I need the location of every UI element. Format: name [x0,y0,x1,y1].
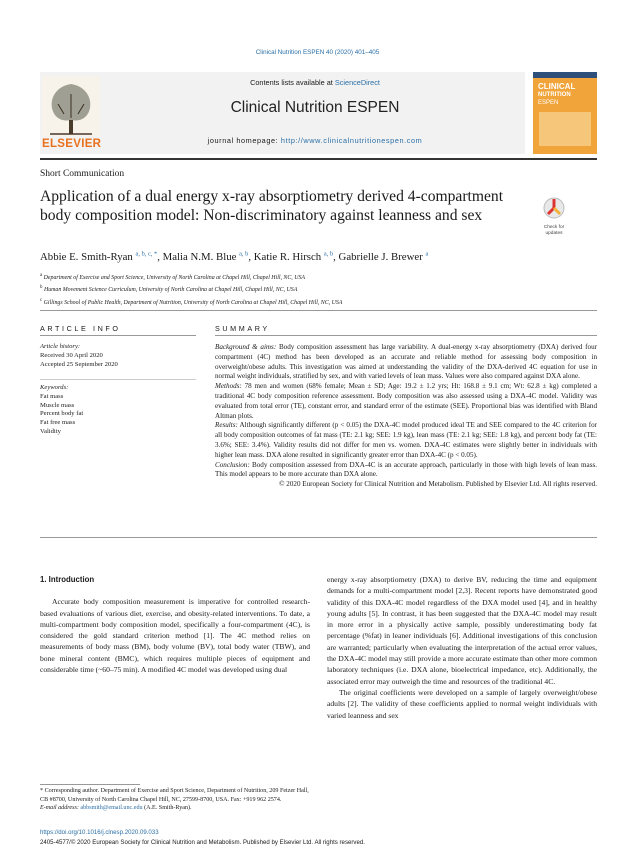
journal-homepage [105,136,525,145]
author[interactable] [339,251,429,263]
affiliation: $^c$ Gillings School of Public Health, Department of Nutrition, University of North Carolina at Chapel Hill, Chapel Hill, NC, USA [40,297,343,306]
check-for-updates-badge[interactable] [534,196,574,234]
cover-stripe [533,72,597,78]
body-column-left [40,574,310,675]
author-affil-ref[interactable]: a, b [323,250,334,257]
journal-cover[interactable] [533,72,597,154]
author-affil-ref[interactable]: a [425,250,429,257]
body-paragraph: Accurate body composition measurement is imperative for controlled research-based evaluations of various diet, exercise, and obesity-related interventions. To date, a multi-compartment body composition model, specifically a four-compartment (4C), is considered the gold standard criterion method [1]. The 4C method relies on measurements of body mass (BM), body volume (BV), total body water (TBW), and bone mineral content (BMC), which requires multiple pieces of equipment and considerable time (~60–75 min). A modified 4C model was developed using dual [40,597,310,675]
article-info-heading: ARTICLE INFO [40,324,121,333]
corresponding-address: * Corresponding author. Department of Exercise and Sport Science, Department of Nutrition, 209 Fetzer Hall, CB #8700, University of North Carolina Chapel Hill, NC, 27599-8700, USA. Fax: +919 962 2574. [40,788,309,803]
article-info-rule [40,335,196,336]
header-rule [40,158,597,160]
section-rule [40,310,597,311]
author-list [40,250,428,263]
footnote-rule [40,784,140,785]
article-history [40,343,196,369]
section-heading-introduction: 1. Introduction [40,575,95,584]
issn-copyright: 2405-4577/© 2020 European Society for Clinical Nutrition and Metabolism. Published by Elsevier Ltd. All rights reserved. [40,839,365,846]
affiliation: $^a$ Department of Exercise and Sport Science, University of North Carolina at Chapel Hill, Chapel Hill, NC, USA [40,273,306,281]
author-affil-ref[interactable]: a, b [239,250,249,257]
article-type: Short Communication [40,169,125,179]
sciencedirect-link[interactable]: ScienceDirect [334,78,380,87]
cover-title-3: ESPEN [538,100,559,106]
author-name: Gabrielle J. Brewer [338,250,423,263]
keyword[interactable]: Percent body fat [40,410,84,418]
keyword[interactable]: Muscle mass [40,401,75,409]
history-label: Article history: [40,343,81,350]
keyword[interactable]: Fat free mass [40,419,76,427]
abstract [215,343,597,490]
doi [40,829,159,836]
abstract-methods: Methods: 78 men and women (68% female; Mean ± SD; Age: 19.2 ± 1.2 yrs; Ht: 168.8 ± 9.1 cm; Wt: 62.8 ± kg) completed a traditional 4C body composition reference assessment. Body composition was also assessed using a DXA-4C model. Validity was evaluated from total error (TE), constant error, and standard error of the estimate (SEE). Proportional bias was identified with Bland Altman plots. [215,382,597,420]
body-paragraph: The original coefficients were developed on a sample of largely overweight/obese adults [2]. The validity of these coefficients applied to normal weight individuals with varied leanness and sex [327,687,597,720]
body-column-right [327,574,597,721]
body-paragraph: energy x-ray absorptiometry (DXA) to derive BV, reducing the time and equipment demands for a multi-compartment model [2,3]. Recent reports have demonstrated good validity of this DXA-4C model regardless of the DXA model used [4], and in healthy young adults [5]. In contrast, it has been suggested that the DXA-4C model may result in more error in a physically active sample, possibly underestimating body fat percentage (%fat) in leaner individuals [6]. Additional investigations of this conclusion are warranted; particularly when evaluating the interpretation of the actual error values, the DXA-4C model may still provide a more accurate estimate than other more common laboratory techniques (i.e. DXA alone, bioelectrical impedance, etc). Additionally, the associated error may outweigh the time and resources of the traditional 4C. [327,575,597,686]
abstract-bottom-rule [40,537,597,538]
doi-link[interactable]: https://doi.org/10.1016/j.clnesp.2020.09.033 [40,829,159,836]
author[interactable]: Katie R. Hirsch $^{a, b}$, [253,250,339,263]
affiliation: $^b$ Human Movement Science Curriculum, University of North Carolina at Chapel Hill, Chapel Hill, NC, USA [40,285,298,294]
author-name: Katie R. Hirsch [253,250,322,263]
contents-prefix: Contents lists available at [250,78,333,87]
homepage-prefix: journal homepage: [207,136,279,145]
email-link[interactable]: abbsmith@email.unc.edu [80,805,143,812]
keyword[interactable]: Validity [40,427,61,435]
cover-title-1: CLINICAL [538,82,576,91]
contents-line [105,78,525,87]
elsevier-tree-logo [40,74,102,148]
keywords [40,384,196,437]
author[interactable]: Malia N.M. Blue $^{a, b}$, [162,250,254,263]
abstract-background: Background & aims: Body composition assessment has large variability. A dual-energy x-ray absorptiometry (DXA) derived four compartment (4C) method has been developed as an accurate and reliable method for assessing body composition in overweight/obese adults. This investigation was aimed at understanding the validity of the DXA-derived 4C equation for use in normal weight individuals, stratified by sex, and with varied levels of lean mass. Values were also compared against DXA alone. [215,343,597,381]
crossmark-line2: updates [545,231,563,236]
homepage-link[interactable]: http://www.clinicalnutritionespen.com [280,136,423,145]
author-name: Abbie E. Smith-Ryan [40,250,133,263]
article-title: Application of a dual energy x-ray absorptiometry derived 4-compartment body composition model: Non-discriminatory against leanness and sex [40,188,504,224]
abstract-copyright: © 2020 European Society for Clinical Nutrition and Metabolism. Published by Elsevier Ltd. All rights reserved. [279,480,597,489]
summary-rule [215,335,597,336]
summary-heading: SUMMARY [215,324,270,333]
affiliations [40,271,342,308]
crossmark-icon [534,196,574,220]
author[interactable]: Abbie E. Smith-Ryan $^{a, b, c, *}$, [40,250,163,263]
journal-citation[interactable]: Clinical Nutrition ESPEN 40 (2020) 401–405 [255,49,380,56]
keyword[interactable]: Fat mass [40,392,64,400]
corresponding-author-footnote [40,787,310,813]
email-line: E-mail address: abbsmith@email.unc.edu (A.E. Smith-Ryan). [40,805,192,812]
journal-name: Clinical Nutrition ESPEN [230,99,400,116]
crossmark-line1: Check for [543,225,565,230]
abstract-conclusion: Conclusion: Body composition assessed from DXA-4C is an accurate approach, particularly in those with high levels of lean mass. This model appears to be more accurate than DXA alone. [215,460,597,479]
author-name: Malia N.M. Blue [162,250,237,263]
keywords-rule [40,379,196,380]
author-affil-ref[interactable]: a, b, c, * [135,250,158,257]
received-date: Received 30 April 2020 [40,351,103,359]
cover-title-2: NUTRITION [538,92,571,98]
keywords-label: Keywords: [40,384,69,391]
cover-panel [539,112,591,146]
elsevier-wordmark: ELSEVIER [42,138,102,150]
abstract-results: Results: Although significantly different (p < 0.05) the DXA-4C model produced ideal TE and SEE compared to the 4C criterion for all body composition outcomes of fat mass (TE: 2.1 kg; SEE: 1.9 kg), lean mass (TE: 2.1 kg; SEE: 1.8 kg), and percent body fat (TE: 3.6%; SEE: 3.4%). Validity results did not differ for men vs. women. DXA-4C estimates were slightly better in individuals with higher lean mass. DXA alone resulted in significantly greater error than DXA-4C (p < 0.05). [215,421,597,459]
accepted-date: Accepted 25 September 2020 [40,360,118,368]
